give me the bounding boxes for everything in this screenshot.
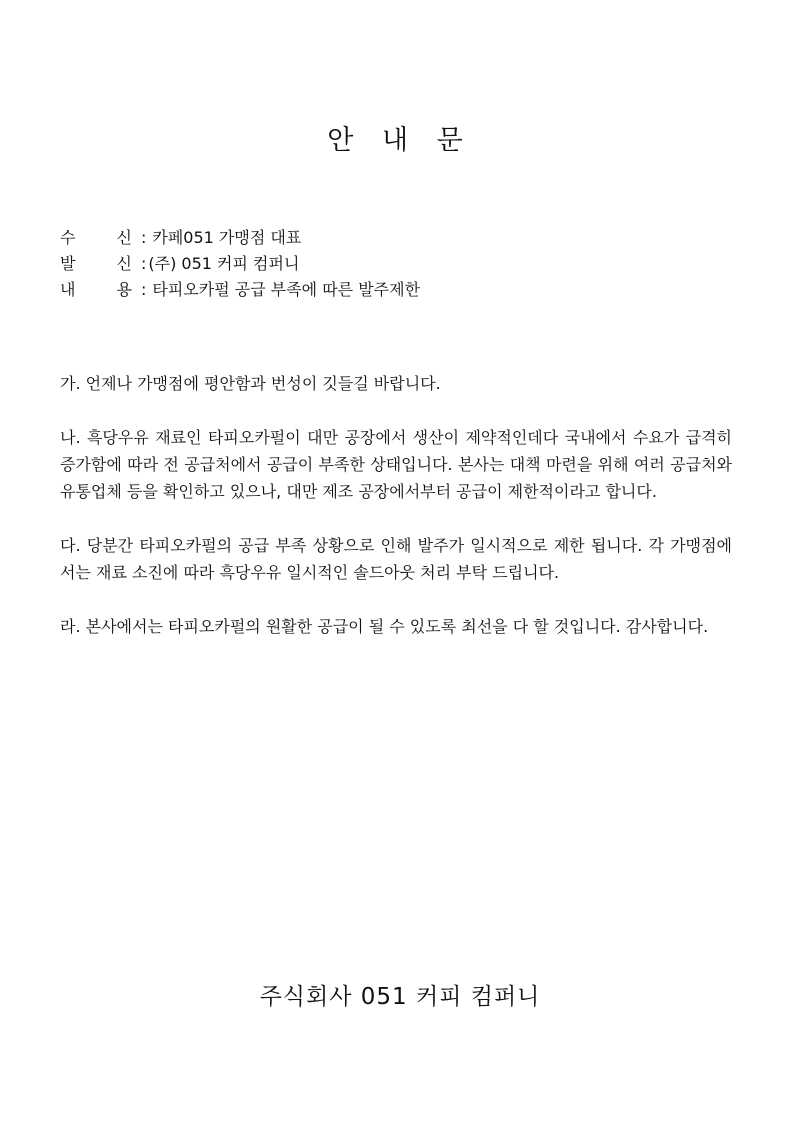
header-label-char: 발 — [60, 254, 76, 273]
header-label-char: 수 — [60, 228, 76, 247]
paragraph-da: 다. 당분간 타피오카펄의 공급 부족 상황으로 인해 발주가 일시적으로 제한 됩니다. 각 가맹점에서는 재료 소진에 따라 흑당우유 일시적인 솔드아웃 처리 부탁 드립니다. — [60, 536, 732, 582]
header-row-sender — [60, 251, 740, 277]
header-label-char: 내 — [60, 280, 76, 299]
header-label — [60, 225, 132, 251]
paragraph-ra: 라. 본사에서는 타피오카펄의 원활한 공급이 될 수 있도록 최선을 다 할 것입니다. 감사합니다. — [60, 617, 709, 636]
company-signature: 주식회사 051 커피 컴퍼니 — [259, 984, 541, 1010]
page-title: 안 내 문 — [327, 125, 473, 156]
header-separator: : — [141, 228, 147, 247]
header-value-sender: (주) 051 커피 컴퍼니 — [148, 254, 300, 273]
header-label-char: 용 — [116, 280, 132, 299]
header-separator: : — [141, 280, 147, 299]
header-label-char: 신 — [116, 254, 132, 273]
paragraph-na: 나. 흑당우유 재료인 타피오카펄이 대만 공장에서 생산이 제약적인데다 국내에서 수요가 급격히 증가함에 따라 전 공급처에서 공급이 부족한 상태입니다. 본사는 대책 마련을 위해 여러 공급처와 유통업체 등을 확인하고 있으나, 대만 제조 공장에서부터 공급이 제한적이라고 합니다. — [60, 428, 732, 501]
paragraph-ga: 가. 언제나 가맹점에 평안함과 번성이 깃들길 바랍니다. — [60, 374, 441, 393]
header-value-subject: 타피오카펄 공급 부족에 따른 발주제한 — [152, 280, 421, 299]
header-row-subject — [60, 277, 740, 303]
header-separator: : — [141, 254, 147, 273]
header-block — [60, 225, 740, 303]
header-label — [60, 277, 132, 303]
header-label — [60, 251, 132, 277]
header-row-recipient — [60, 225, 740, 251]
header-value-recipient: 카페051 가맹점 대표 — [152, 228, 302, 247]
body-text — [60, 370, 732, 667]
header-label-char: 신 — [116, 228, 132, 247]
